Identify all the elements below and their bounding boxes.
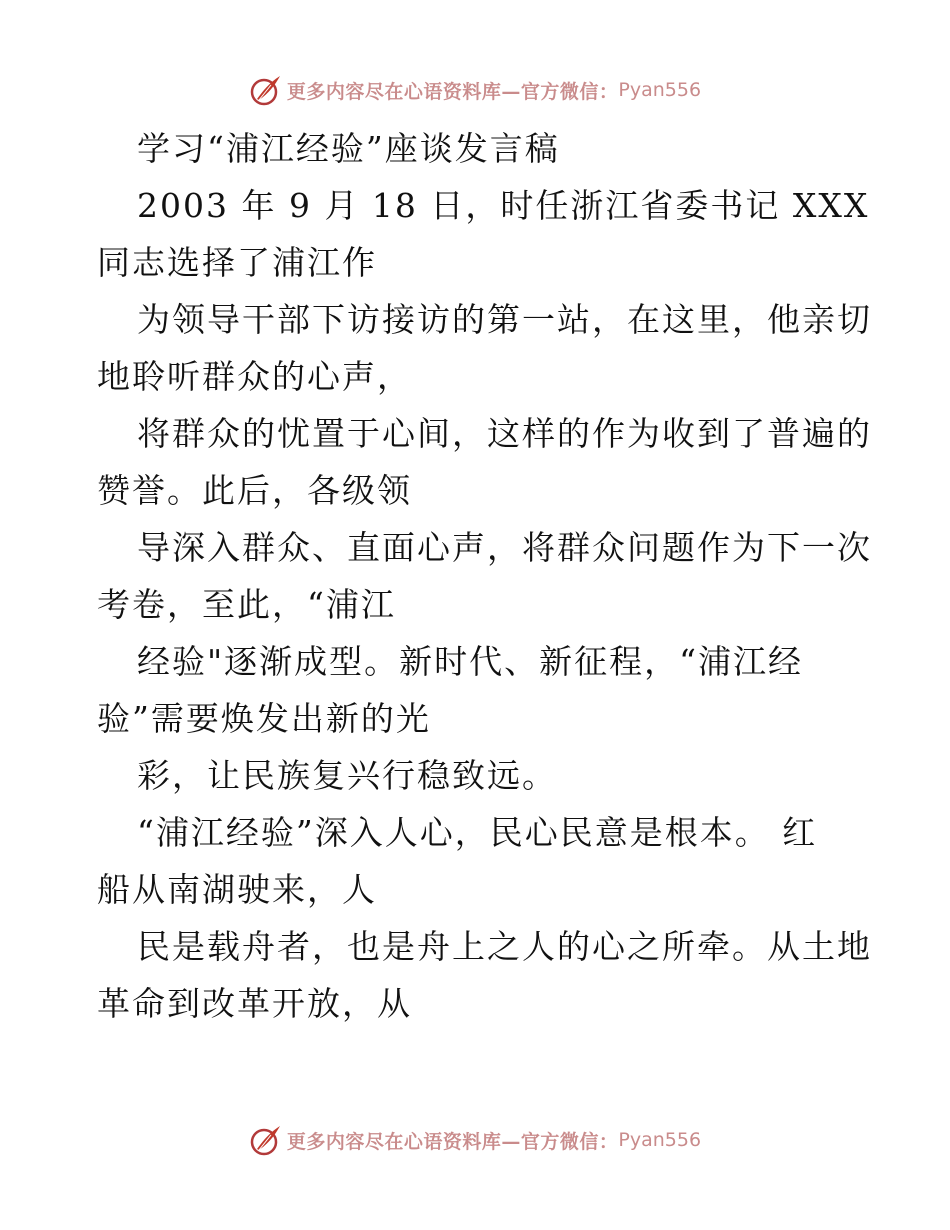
text-line: 彩，让民族复兴行稳致远。 [137, 756, 557, 795]
watermark-footer [0, 1120, 950, 1160]
feather-logo-icon [249, 73, 283, 107]
text-line: 革命到改革开放，从 [97, 984, 412, 1023]
text-line: 船从南湖驶来，人 [97, 870, 377, 909]
text-line: 地聆听群众的心声， [97, 357, 412, 396]
watermark-header [0, 70, 950, 110]
watermark-handle: Pyan556 [618, 1129, 702, 1151]
watermark-handle: Pyan556 [618, 79, 702, 101]
text-line: 赞誉。此后，各级领 [97, 471, 412, 510]
feather-logo-icon [249, 1123, 283, 1157]
text-line: 经验"逐渐成型。新时代、新征程，“浦江经 [137, 642, 804, 681]
text-line: 考卷，至此，“浦江 [97, 585, 396, 624]
text-line: 学习“浦江经验”座谈发言稿 [137, 129, 560, 168]
text-line: 导深入群众、直面心声，将群众问题作为下一次 [137, 528, 872, 567]
text-line: 将群众的忧置于心间，这样的作为收到了普遍的 [137, 414, 872, 453]
text-line: 同志选择了浦江作 [97, 243, 377, 282]
text-line: 为领导干部下访接访的第一站，在这里，他亲切 [137, 300, 872, 339]
text-line: “浦江经验”深入人心，民心民意是根本。 红 [137, 813, 818, 852]
text-line: 验”需要焕发出新的光 [97, 699, 431, 738]
document-body [97, 120, 872, 1032]
text-line: 民是载舟者，也是舟上之人的心之所牵。从土地 [137, 927, 872, 966]
watermark-text: 更多内容尽在心语资料库—官方微信： [286, 1130, 619, 1153]
watermark-text: 更多内容尽在心语资料库—官方微信： [286, 80, 619, 103]
text-line: 2003 年 9 月 18 日，时任浙江省委书记 XXX [137, 186, 870, 225]
